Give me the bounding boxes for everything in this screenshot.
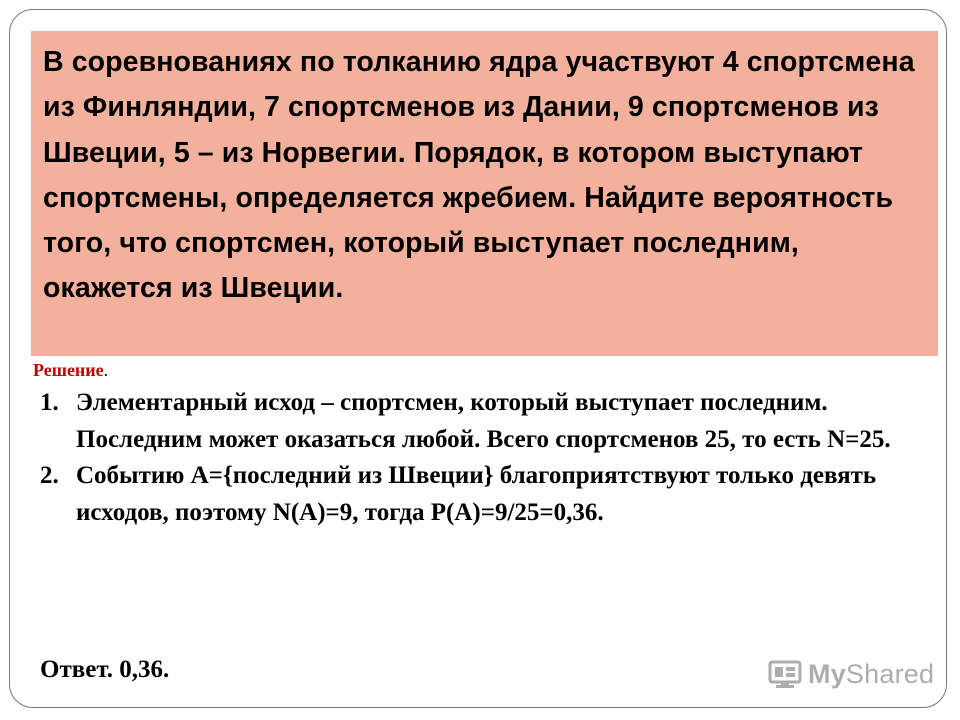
solution-label-dot: . bbox=[103, 360, 109, 380]
step-text: Событию А={последний из Швеции} благоприятствуют только девять исходов, поэтому N(A)=9, тогда P(A)=9/25=0,36. bbox=[76, 462, 877, 526]
answer-text: Ответ. 0,36. bbox=[40, 656, 170, 683]
solution-step-2 bbox=[40, 458, 900, 531]
mysharing-logo-icon bbox=[768, 659, 802, 689]
solution-label bbox=[33, 359, 108, 381]
solution-steps bbox=[40, 385, 900, 531]
step-text: Элементарный исход – спортсмен, который выступает последним. Последним может оказаться любой. Всего спортсменов 25, то есть N=25. bbox=[76, 389, 891, 453]
watermark bbox=[768, 656, 935, 692]
solution-label-word: Решение bbox=[33, 360, 104, 380]
problem-box bbox=[31, 31, 938, 356]
solution-step-1 bbox=[40, 385, 900, 458]
watermark-text: MyShared bbox=[808, 658, 935, 689]
problem-text: В соревнованиях по толканию ядра участвуют 4 спортсмена из Финляндии, 7 спортсменов из Дании, 9 спортсменов из Швеции, 5 – из Норвегии. Порядок, в котором выступают спортсмены, определяется жребием. Найдите вероятность того, что спортсмен, который выступает последним, окажется из Швеции. bbox=[43, 46, 915, 305]
step-number: 1. bbox=[40, 389, 59, 416]
step-number: 2. bbox=[40, 462, 59, 489]
